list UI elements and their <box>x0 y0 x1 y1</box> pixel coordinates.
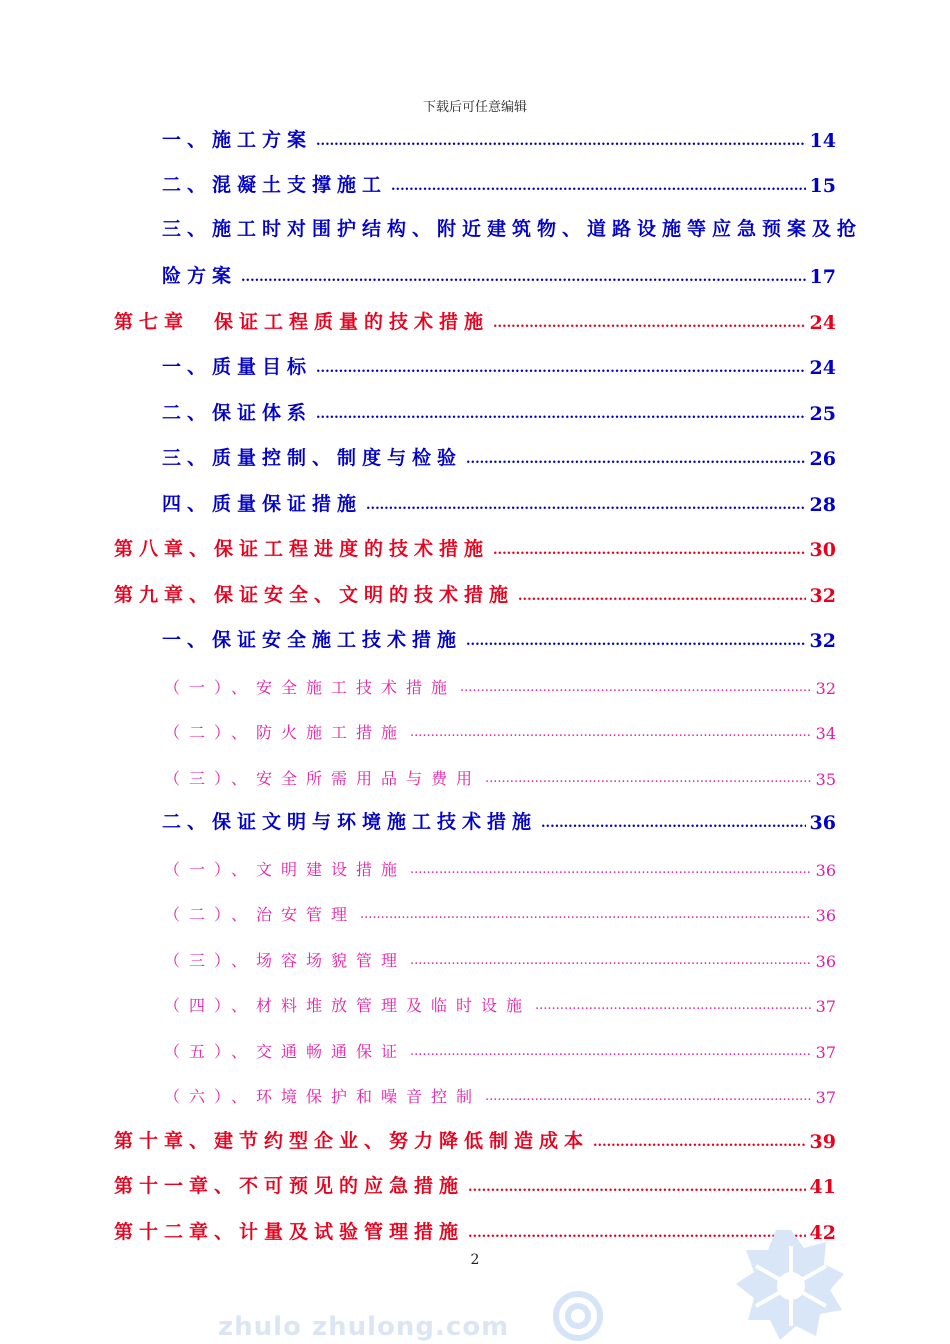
toc-leader <box>241 270 806 285</box>
toc-chapter[interactable] <box>114 1168 836 1198</box>
snowflake-watermark-icon <box>545 1284 611 1344</box>
toc-entry-page: 39 <box>809 1131 836 1153</box>
toc-chapter[interactable] <box>114 577 836 607</box>
toc-entry-page: 42 <box>809 1222 836 1244</box>
toc-leader <box>466 634 806 649</box>
toc-entry-page: 28 <box>809 494 836 516</box>
toc-entry-page: 32 <box>809 630 836 652</box>
toc-chapter[interactable] <box>114 531 836 561</box>
toc-entry-page: 30 <box>809 539 836 561</box>
toc-entry-page: 36 <box>815 906 836 925</box>
toc-entry[interactable] <box>162 395 836 425</box>
toc-leader <box>410 725 812 740</box>
watermark-text: zhulo zhulong.com <box>218 1312 510 1342</box>
toc-chapter[interactable] <box>114 304 836 334</box>
toc-leader <box>410 862 812 877</box>
toc-entry-page: 41 <box>809 1176 836 1198</box>
toc-leader <box>468 1180 806 1195</box>
toc-entry-page: 32 <box>809 585 836 607</box>
toc-leader <box>410 953 812 968</box>
toc-subentry[interactable] <box>164 759 836 789</box>
toc-leader <box>316 134 806 149</box>
toc-entry[interactable] <box>162 349 836 379</box>
toc-entry-title: 险方案 <box>162 265 238 287</box>
toc-entry-title: 二、混凝土支撑施工 <box>162 174 388 196</box>
toc-entry[interactable] <box>162 167 836 197</box>
toc-leader <box>316 407 806 422</box>
toc-chapter-title: 第十章、建节约型企业、努力降低制造成本 <box>114 1130 590 1152</box>
toc-chapter-title: 第十二章、计量及试验管理措施 <box>114 1221 465 1243</box>
toc-leader <box>366 498 806 513</box>
toc-entry-title: 一、质量目标 <box>162 356 313 378</box>
toc-subentry-title: （三）、场容场貌管理 <box>164 951 407 970</box>
toc-leader <box>535 998 812 1013</box>
toc-leader <box>485 1089 812 1104</box>
toc-entry[interactable] <box>162 440 836 470</box>
toc-subentry[interactable] <box>164 895 836 925</box>
toc-entry-title: 四、质量保证措施 <box>162 493 363 515</box>
toc-entry-wrapped-line[interactable]: 三、施工时对围护结构、附近建筑物、道路设施等应急预案及抢 <box>162 218 863 240</box>
toc-subentry[interactable] <box>164 1077 836 1107</box>
toc-chapter-title: 第八章、保证工程进度的技术措施 <box>114 538 490 560</box>
toc-entry-page: 37 <box>815 1043 836 1062</box>
toc-leader <box>391 179 806 194</box>
toc-subentry-title: （二）、治安管理 <box>164 905 357 924</box>
toc-chapter-title: 第九章、保证安全、文明的技术措施 <box>114 584 515 606</box>
toc-entry-page: 36 <box>815 952 836 971</box>
toc-leader <box>466 452 806 467</box>
toc-subentry[interactable] <box>164 986 836 1016</box>
toc-leader <box>518 589 806 604</box>
toc-entry[interactable] <box>162 622 836 652</box>
toc-entry-page: 34 <box>815 724 836 743</box>
toc-entry-title: 一、保证安全施工技术措施 <box>162 629 463 651</box>
toc-entry-page: 36 <box>809 812 836 834</box>
toc-subentry[interactable] <box>164 713 836 743</box>
toc-leader <box>593 1135 806 1150</box>
toc-entry-title: 二、保证文明与环境施工技术措施 <box>162 811 538 833</box>
toc-entry[interactable] <box>162 122 836 152</box>
toc-entry-page: 15 <box>809 175 836 197</box>
toc-subentry[interactable] <box>164 668 836 698</box>
toc-subentry-title: （五）、交通畅通保证 <box>164 1042 407 1061</box>
toc-entry-page: 37 <box>815 1088 836 1107</box>
snowflake-watermark-icon <box>732 1226 850 1344</box>
toc-entry-page: 24 <box>809 357 836 379</box>
toc-chapter-title: 第七章 保证工程质量的技术措施 <box>114 311 490 333</box>
toc-subentry-title: （一）、安全施工技术措施 <box>164 678 457 697</box>
toc-chapter[interactable] <box>114 1214 836 1244</box>
toc-subentry-title: （二）、防火施工措施 <box>164 723 407 742</box>
toc-subentry[interactable] <box>164 1032 836 1062</box>
toc-leader <box>493 543 806 558</box>
toc-entry-title: 一、施工方案 <box>162 129 313 151</box>
toc-entry-page: 14 <box>809 130 836 152</box>
toc-entry-page: 37 <box>815 997 836 1016</box>
toc-chapter[interactable] <box>114 1123 836 1153</box>
toc-entry-page: 36 <box>815 861 836 880</box>
toc-subentry[interactable] <box>164 850 836 880</box>
toc-entry-title: 三、质量控制、制度与检验 <box>162 447 463 469</box>
toc-subentry-title: （四）、材料堆放管理及临时设施 <box>164 996 532 1015</box>
toc-leader <box>493 316 806 331</box>
toc-entry[interactable] <box>162 804 836 834</box>
toc-subentry-title: （六）、环境保护和噪音控制 <box>164 1087 482 1106</box>
toc-chapter-title: 第十一章、不可预见的应急措施 <box>114 1175 465 1197</box>
toc-entry[interactable] <box>162 486 836 516</box>
toc-entry-page: 26 <box>809 448 836 470</box>
toc-entry[interactable] <box>162 258 836 288</box>
toc-leader <box>316 361 806 376</box>
toc-leader <box>541 816 806 831</box>
toc-entry-page: 17 <box>809 266 836 288</box>
toc-entry-page: 24 <box>809 312 836 334</box>
toc-leader <box>460 680 812 695</box>
toc-leader <box>360 907 812 922</box>
toc-leader <box>410 1044 812 1059</box>
toc-subentry-title: （一）、文明建设措施 <box>164 860 407 879</box>
page-number: 2 <box>470 1252 480 1268</box>
toc-entry-page: 25 <box>809 403 836 425</box>
toc-leader <box>485 771 812 786</box>
toc-subentry-title: （三）、安全所需用品与费用 <box>164 769 482 788</box>
page-header: 下载后可任意编辑 <box>422 100 527 115</box>
toc-entry-page: 35 <box>815 770 836 789</box>
toc-subentry[interactable] <box>164 941 836 971</box>
toc-entry-title: 二、保证体系 <box>162 402 313 424</box>
toc-entry-page: 32 <box>815 679 836 698</box>
